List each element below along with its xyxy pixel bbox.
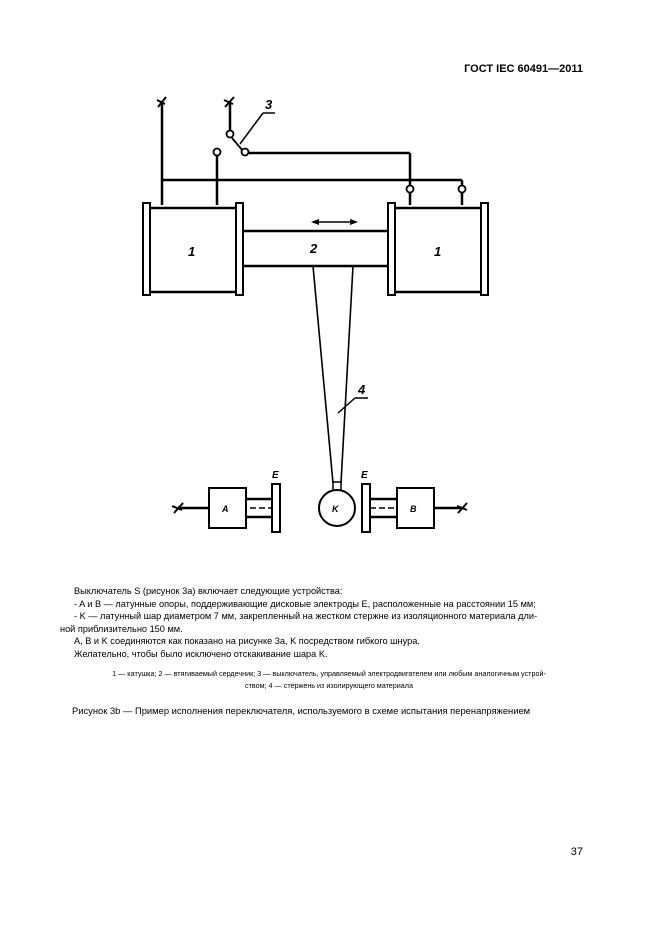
- standard-header: ГОСТ IEC 60491—2011: [464, 63, 583, 75]
- core-motion-arrow: [311, 219, 358, 225]
- coil-right-flange-inner: [388, 203, 395, 295]
- label-electrode-right: E: [361, 470, 368, 481]
- item-k-line2: ной приблизительно 150 мм.: [60, 623, 183, 634]
- label-rod: 4: [358, 382, 366, 397]
- terminal-left-coil: [214, 149, 221, 156]
- description-text: [60, 585, 590, 660]
- terminal-right-2: [459, 186, 466, 193]
- electrode-disc-right: [362, 484, 370, 532]
- electrode-disc-left: [272, 484, 280, 532]
- legend-line2: ством; 4 — стержень из изолирующего материала: [244, 681, 413, 690]
- label-electrode-left: E: [272, 470, 279, 481]
- label-ball: K: [332, 504, 339, 514]
- figure-caption: Рисунок 3b — Пример исполнения переключателя, используемого в схеме испытания перенапряжением: [72, 705, 531, 716]
- label-coil-right: 1: [434, 244, 442, 259]
- switch-contact-top: [227, 131, 234, 138]
- figure-legend: [46, 668, 612, 692]
- terminal-right-1: [407, 186, 414, 193]
- label-coil-left: 1: [188, 244, 196, 259]
- switch-contact-bottom: [242, 149, 249, 156]
- connection-paragraph: A, B и K соединяются как показано на рисунке 3а, K посредством гибкого шнура.: [74, 636, 420, 646]
- page-number: 37: [570, 846, 583, 858]
- legend-line1: 1 — катушка; 2 — втягиваемый сердечник; 3 — выключатель, управляемый электродвигателем или любым аналогичным устрой-: [112, 669, 546, 678]
- rod-left-edge: [313, 266, 333, 483]
- label-support-a: A: [222, 504, 229, 514]
- intro-paragraph: Выключатель S (рисунок 3а) включает следующие устройства:: [74, 586, 343, 596]
- label-switch: 3: [265, 97, 273, 112]
- coil-right-flange-outer: [481, 203, 488, 295]
- rod-right-edge: [341, 266, 353, 483]
- label-core: 2: [310, 241, 318, 256]
- item-k-line1: - K — латунный шар диаметром 7 мм, закрепленный на жестком стержне из изоляционного материала дли-: [74, 611, 538, 621]
- switch-blade: [232, 138, 243, 151]
- note-paragraph: Желательно, чтобы было исключено отскакивание шара K.: [74, 648, 328, 659]
- label-support-b: B: [410, 504, 417, 514]
- coil-left-flange-inner: [236, 203, 243, 295]
- item-ab: - A и B — латунные опоры, поддерживающие дисковые электроды E, расположенные на расстоянии 15 мм;: [74, 598, 536, 609]
- coil-left-flange-outer: [143, 203, 150, 295]
